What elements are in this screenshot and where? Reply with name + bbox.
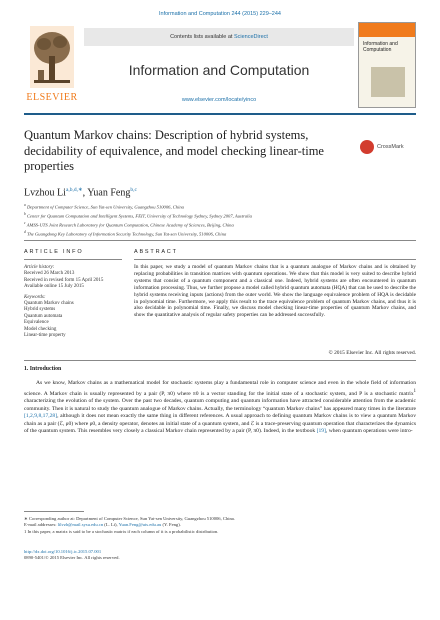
abstract-body: In this paper, we study a model of quantum Markov chains that is a quantum analogue of Markov chains and is obtained by replacing probabilities in transition matrices with quantum operations. We show that this model is very suited to describe hybrid systems that consist of a quantum component and a classical one. Indeed, hybrid systems are often encountered in quantum information processing. Thus, we further propose a model called hybrid quantum automata (HQA) that can be used to describe the hybrid systems receiving inputs (actions) from the outer world. We show the language equivalence problem of HQA is decidable in polynomial time. Furthermore, we apply this result to the trace equivalence problem of quantum Markov chains, and thus it is also decidable in polynomial time. Finally, we discuss model checking linear-time properties of quantum Markov chains, and show the quantitative analysis of regular safety properties can be addressed successfully.	[134, 264, 416, 319]
online-date: Available online 15 July 2015	[24, 284, 84, 290]
issn-line: 0890-5401/© 2015 Elsevier Inc. All rights reserved.	[24, 555, 120, 561]
email-label: E-mail addresses:	[24, 522, 58, 528]
affiliation-text: AMSS-UTS Joint Research Laboratory for Quantum Computation, Chinese Academy of Sciences, Beijing, China	[26, 222, 234, 228]
article-info-heading: ARTICLE INFO	[24, 249, 84, 255]
keywords-label: Keywords:	[24, 294, 46, 300]
revised-date: Received in revised form 15 April 2015	[24, 277, 104, 283]
intro-text-segment: , when quantum operations were intro-	[325, 428, 413, 435]
intro-text-segment: As we know, Markov chains as a mathematical model for stochastic systems play a fundamental role in computer science and even in the whole field of information science. A Markov chain is usually represented by a pair (P, π0) where π0 is a vector standing for the initial state of a stochastic system, and P is a stochastic matrix	[24, 380, 416, 397]
keyword: Equivalence	[24, 320, 49, 326]
masthead-center	[84, 22, 354, 108]
affiliation-line	[24, 211, 416, 220]
doi-block	[24, 549, 416, 562]
citation-link[interactable]: [1,2,9,8,17,28]	[24, 413, 58, 420]
elsevier-logo	[24, 22, 80, 108]
abstract-heading: ABSTRACT	[134, 249, 178, 255]
introduction-paragraph	[24, 380, 416, 436]
affiliation-line	[24, 220, 416, 229]
affiliation-text: Department of Computer Science, Sun Yat-sen University, Guangzhou 510006, China	[26, 204, 184, 210]
keyword: Quantum automata	[24, 313, 63, 319]
received-date: Received 26 March 2013	[24, 271, 75, 277]
cover-title: Information and Computation	[363, 41, 398, 53]
crossmark-label: CrossMark	[377, 144, 404, 150]
author-separator: ,	[82, 187, 88, 199]
affiliation-text: The Guangdong Key Laboratory of Information Security Technology, Sun Yat-sen University, 510006, China	[26, 231, 227, 237]
article-title: Quantum Markov chains: Description of hybrid systems, decidability of equivalence, and model checking linear-time properties	[24, 128, 324, 173]
affiliation-mark: b	[24, 212, 26, 217]
doi-link[interactable]: http://dx.doi.org/10.1016/j.ic.2015.07.001	[24, 549, 102, 554]
cover-image	[371, 67, 405, 97]
elsevier-wordmark: ELSEVIER	[26, 92, 78, 103]
email-owner: (L. Li),	[103, 522, 119, 528]
masthead-rule	[24, 113, 416, 115]
affiliation-mark: a	[24, 203, 26, 207]
footnote-mark[interactable]: 1	[413, 388, 416, 394]
intro-text-segment: characterizing the evolution of the system. Over the past two decades, quantum computing and quantum information have attracted considerable attention from the academic community. Then it is natural to study the quantum analogue of Markov chains. Actually, the terminology “quantum Markov chains” has appeared many times in the literature	[24, 398, 416, 412]
article-info	[24, 265, 122, 339]
history-label: Article history:	[24, 265, 55, 270]
abstract-rule	[134, 259, 416, 260]
affiliations	[24, 202, 416, 239]
author-affiliation-marks[interactable]: a,b,d,∗	[65, 187, 83, 193]
journal-title: Information and Computation	[128, 62, 310, 78]
citation-link[interactable]: [19]	[316, 428, 326, 435]
affiliation-line	[24, 202, 416, 211]
contents-prefix: Contents lists available at	[170, 34, 234, 40]
footnote-divider	[24, 511, 84, 512]
cover-band	[359, 23, 415, 37]
crossmark-icon	[360, 140, 374, 154]
intro-text-segment: , although it does not mean exactly the same thing in different references. A usual approach to defining quantum Markov chains is to view a quantum Markov chain as a pair (ℰ, ρ0) where ρ0, a density operator, denotes an initial state of a quantum system, and ℰ is a trace-preserving quantum operation that characterizes the dynamics of the quantum system. This resembles very closely a classical Markov chain represented by a pair (P, π0). Indeed, in the textbook	[24, 413, 416, 435]
keyword: Linear-time property	[24, 333, 66, 339]
affiliation-line	[24, 229, 416, 238]
email-owner: (Y. Feng).	[161, 522, 181, 528]
affiliation-mark: d	[24, 230, 26, 235]
author-affiliation-marks[interactable]: b,c	[130, 187, 137, 193]
header-divider	[24, 240, 416, 241]
sciencedirect-link[interactable]: ScienceDirect	[233, 34, 268, 40]
elsevier-tree-icon	[30, 26, 74, 88]
author-name[interactable]: Lvzhou Li	[24, 187, 66, 199]
journal-cover	[358, 22, 416, 108]
affiliation-mark: c	[24, 221, 26, 226]
author-list	[24, 187, 416, 198]
email-link[interactable]: Yuan.Feng@uts.edu.au	[118, 522, 162, 528]
email-link[interactable]: lilvzh@mail.sysu.edu.cn	[57, 522, 104, 528]
footnote-1: 1 In this paper, a matrix is said to be a stochastic matrix if each column of it is a probabilistic distribution.	[24, 528, 219, 534]
keyword: Hybrid systems	[24, 307, 56, 313]
keyword: Quantum Markov chains	[24, 301, 74, 307]
journal-masthead	[24, 22, 416, 120]
corresponding-author-note: ∗ Corresponding author at: Department of Computer Science, Sun Yat-sen University, Guangzhou 510006, China.	[24, 516, 235, 521]
crossmark-badge[interactable]	[360, 140, 416, 156]
article-info-rule	[24, 259, 122, 260]
keyword: Model checking	[24, 326, 57, 332]
section-heading-introduction: 1. Introduction	[24, 366, 62, 372]
author-name[interactable]: Yuan Feng	[87, 187, 131, 199]
abstract-bottom-rule	[24, 360, 416, 361]
abstract-copyright: © 2015 Elsevier Inc. All rights reserved.	[328, 350, 416, 356]
affiliation-text: Center for Quantum Computation and Intelligent Systems, FEIT, University of Technology Sydney, Sydney 2007, Australia	[26, 213, 252, 219]
journal-homepage-link[interactable]: www.elsevier.com/locate/yinco	[181, 97, 257, 103]
journal-reference[interactable]: Information and Computation 244 (2015) 229–244	[158, 11, 281, 17]
contents-bar	[84, 28, 354, 46]
footnotes	[24, 516, 416, 535]
